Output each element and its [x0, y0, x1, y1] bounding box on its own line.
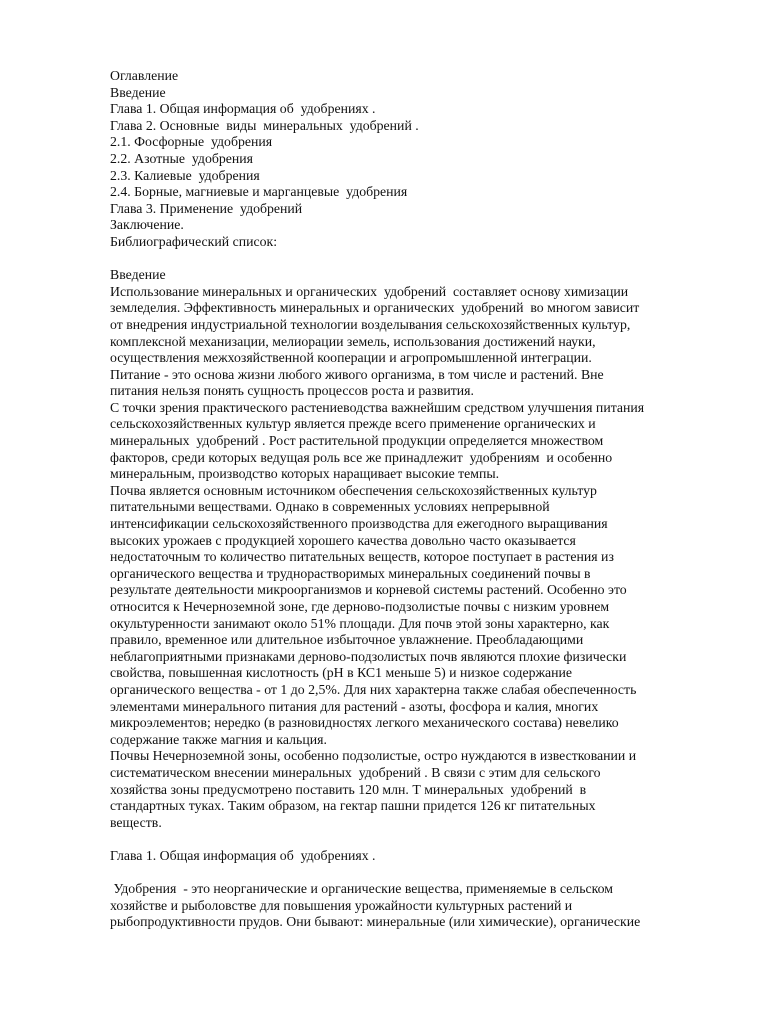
text-line: Питание - это основа жизни любого живого организма, в том числе и растений. Вне	[110, 366, 604, 382]
toc-item: Глава 3. Применение удобрений	[110, 200, 303, 216]
text-line: содержание также магния и кальция.	[110, 731, 327, 747]
spacer	[110, 831, 720, 848]
toc-item: 2.2. Азотные удобрения	[110, 150, 254, 166]
text-line: минеральным, производство которых наращивает высокие темпы.	[110, 466, 500, 482]
text-line: от внедрения индустриальной технологии возделывания сельскохозяйственных культур,	[110, 316, 631, 332]
text-line: комплексной механизации, мелиорации земель, использования достижений науки,	[110, 333, 596, 349]
spacer	[110, 251, 720, 268]
text-line: питания нельзя понять сущность процессов роста и развития.	[110, 383, 474, 399]
text-line: правило, временное или длительное избыточное увлажнение. Преобладающими	[110, 632, 584, 648]
text-line: хозяйства зоны предусмотрено поставить 120 млн. Т минеральных удобрений в	[110, 781, 587, 797]
text-line: Удобрения - это неорганические и органические вещества, применяемые в сельском	[110, 881, 613, 897]
text-line: окультуренности занимают около 51% площади. Для почв этой зоны характерно, как	[110, 615, 610, 631]
text-line: относится к Нечерноземной зоне, где дерново-подзолистые почвы с низким уровнем	[110, 599, 610, 614]
text-line: результате деятельности микроорганизмов и корневой системы растений. Особенно это	[110, 582, 627, 598]
text-line: земледелия. Эффективность минеральных и органических удобрений во многом зависит	[110, 300, 640, 316]
toc-title: Оглавление	[110, 68, 179, 83]
toc-item: Заключение.	[110, 217, 184, 233]
text-line: минеральных удобрений . Рост растительной продукции определяется множеством	[110, 433, 604, 449]
text-line: Почвы Нечерноземной зоны, особенно подзолистые, остро нуждаются в известковании и	[110, 748, 637, 764]
text-line: Почва является основным источником обеспечения сельскохозяйственных культур	[110, 482, 597, 498]
text-line: хозяйстве и рыболовстве для повышения урожайности культурных растений и	[110, 897, 573, 913]
toc-item: 2.1. Фосфорные удобрения	[110, 134, 273, 150]
text-line: факторов, среди которых ведущая роль все же принадлежит удобрениям и особенно	[110, 449, 613, 465]
text-line: веществ.	[110, 814, 162, 830]
document-page	[110, 68, 720, 931]
text-line: интенсификации сельскохозяйственного производства для ежегодного выращивания	[110, 516, 608, 532]
toc-item: Библиографический список:	[110, 233, 278, 249]
text-line: органического вещества и труднорастворимых минеральных соединений почвы в	[110, 565, 591, 581]
toc-item: Глава 1. Общая информация об удобрениях .	[110, 101, 376, 117]
toc-item: Введение	[110, 84, 166, 100]
text-line: недостаточным то количество питательных веществ, которое поступает в растения из	[110, 549, 614, 565]
text-line: питательными веществами. Однако в современных условиях непрерывной	[110, 499, 550, 515]
text-line: систематическом внесении минеральных удобрений . В связи с этим для сельского	[110, 764, 601, 780]
text-line: элементами минерального питания для растений - азоты, фосфора и калия, многих	[110, 698, 599, 714]
text-line: неблагоприятными признаками дерново-подзолистых почв являются плохие физически	[110, 648, 627, 664]
text-line: стандартных туках. Таким образом, на гектар пашни придется 126 кг питательных	[110, 798, 596, 814]
text-line: сельскохозяйственных культур является прежде всего применение органических и	[110, 416, 596, 432]
text-line: Использование минеральных и органических удобрений составляет основу химизации	[110, 283, 629, 299]
text-line: рыбопродуктивности прудов. Они бывают: минеральные (или химические), органические	[110, 914, 641, 930]
text-line: органического вещества - от 1 до 2,5%. Для них характерна также слабая обеспеченность	[110, 681, 637, 697]
toc-item: 2.3. Калиевые удобрения	[110, 167, 260, 183]
text-line: осуществления межхозяйственной кооперации и агропромышленной интеграции.	[110, 350, 592, 366]
text-line: С точки зрения практического растениеводства важнейшим средством улучшения питания	[110, 399, 645, 415]
toc-item: 2.4. Борные, магниевые и марганцевые удобрения	[110, 184, 408, 200]
intro-heading: Введение	[110, 267, 166, 283]
spacer	[110, 865, 720, 882]
text-line: свойства, повышенная кислотность (рН в КС1 меньше 5) и низкое содержание	[110, 665, 573, 681]
chapter1-heading: Глава 1. Общая информация об удобрениях .	[110, 847, 376, 863]
toc-item: Глава 2. Основные виды минеральных удобрений .	[110, 117, 419, 133]
text-line: микроэлементов; нередко (в разновидностях легкого механического состава) невелико	[110, 715, 619, 731]
text-line: высоких урожаев с продукцией хорошего качества довольно часто оказывается	[110, 532, 576, 548]
